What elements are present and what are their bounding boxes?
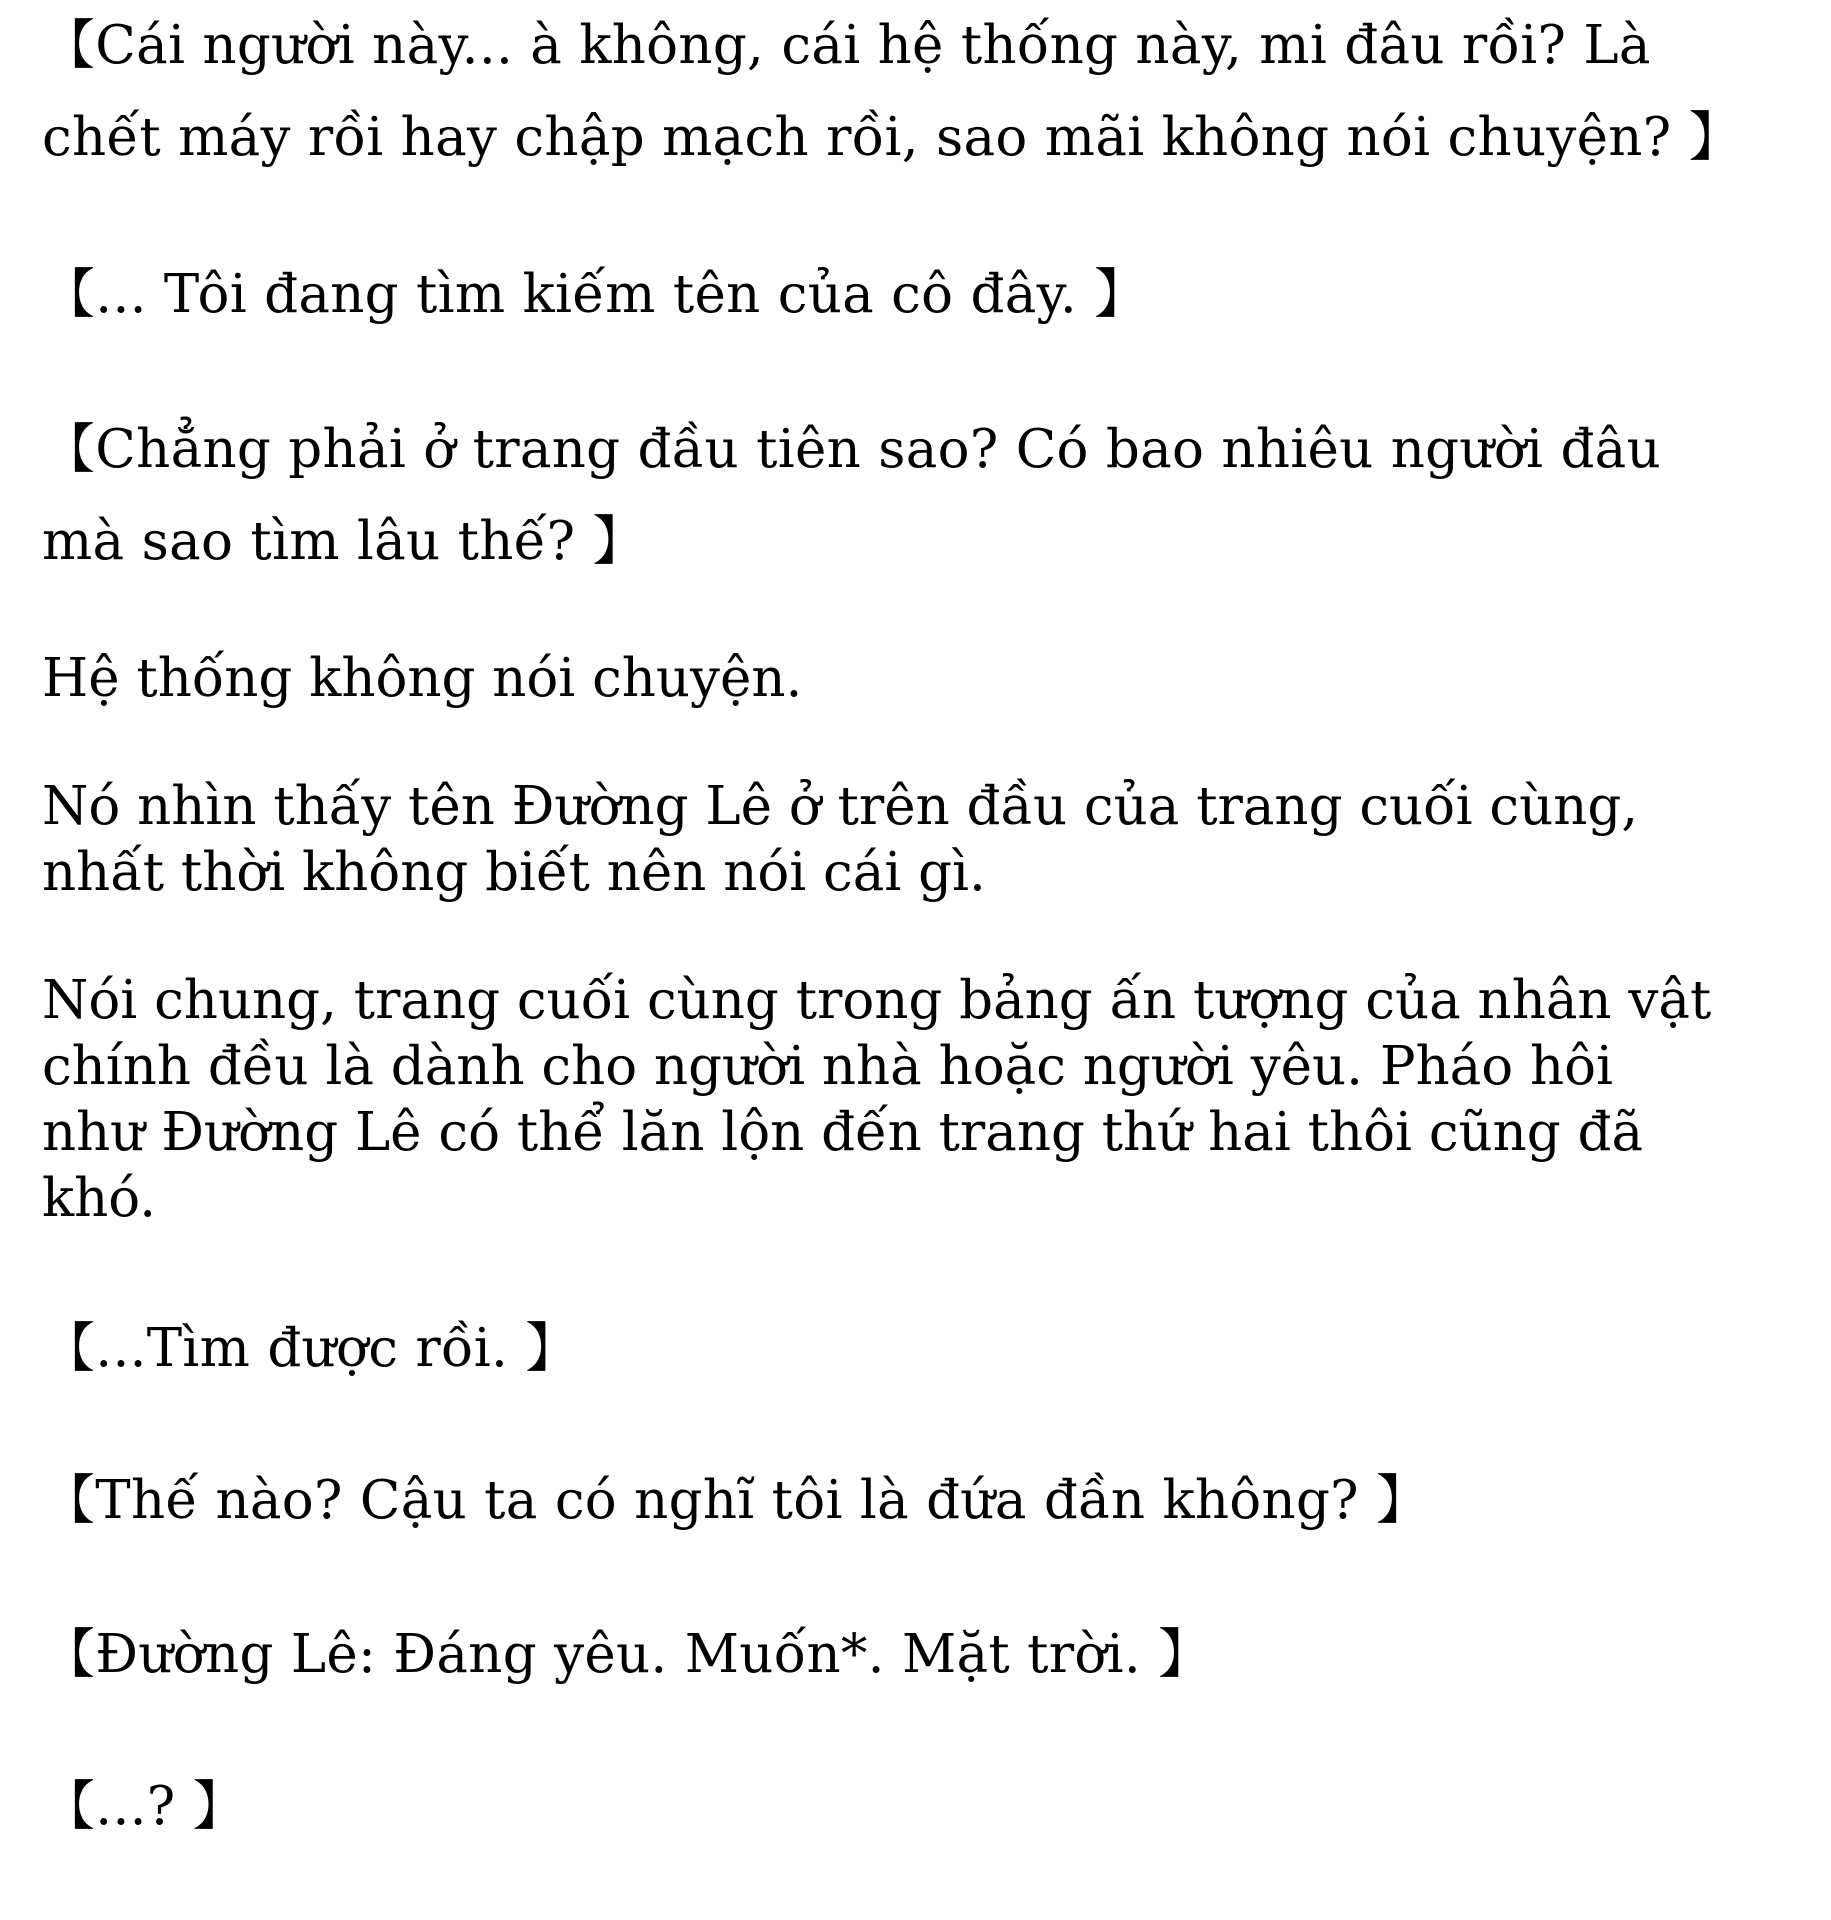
text-line: Nói chung, trang cuối cùng trong bảng ấn tượng của nhân vật: [42, 970, 1712, 1031]
paragraph-dialogue-1: [42, 0, 1782, 184]
paragraph-dialogue-4: [42, 1316, 1782, 1382]
text-line: như Đường Lê có thể lăn lộn đến trang thứ hai thôi cũng đã: [42, 1102, 1644, 1163]
text-line: Nó nhìn thấy tên Đường Lê ở trên đầu của trang cuối cùng,: [42, 776, 1639, 837]
paragraph-dialogue-5: [42, 1468, 1782, 1534]
paragraph-dialogue-7: [42, 1774, 1782, 1840]
text-line: mà sao tìm lâu thế? 】: [42, 511, 646, 572]
paragraph-narration-2: [42, 774, 1782, 906]
text-line: khó.: [42, 1168, 157, 1229]
paragraph-narration-3: [42, 968, 1782, 1232]
paragraph-dialogue-6: [42, 1622, 1782, 1688]
text-line: 【Cái người này... à không, cái hệ thống này, mi đâu rồi? Là: [42, 15, 1651, 76]
text-line: 【...Tìm được rồi. 】: [42, 1318, 579, 1379]
text-line: 【Thế nào? Cậu ta có nghĩ tôi là đứa đần không? 】: [42, 1470, 1430, 1531]
text-line: 【Chẳng phải ở trang đầu tiên sao? Có bao nhiêu người đâu: [42, 419, 1662, 480]
text-line: 【... Tôi đang tìm kiếm tên của cô đây. 】: [42, 264, 1148, 325]
text-line: chết máy rồi hay chập mạch rồi, sao mãi không nói chuyện? 】: [42, 107, 1742, 168]
text-line: 【...? 】: [42, 1776, 246, 1837]
paragraph-narration-1: [42, 646, 1782, 712]
text-line: 【Đường Lê: Đáng yêu. Muốn*. Mặt trời. 】: [42, 1624, 1212, 1685]
paragraph-dialogue-3: [42, 404, 1782, 588]
text-line: Hệ thống không nói chuyện.: [42, 648, 803, 709]
paragraph-dialogue-2: [42, 262, 1782, 328]
text-line: chính đều là dành cho người nhà hoặc người yêu. Pháo hôi: [42, 1036, 1613, 1097]
text-line: nhất thời không biết nên nói cái gì.: [42, 842, 986, 903]
